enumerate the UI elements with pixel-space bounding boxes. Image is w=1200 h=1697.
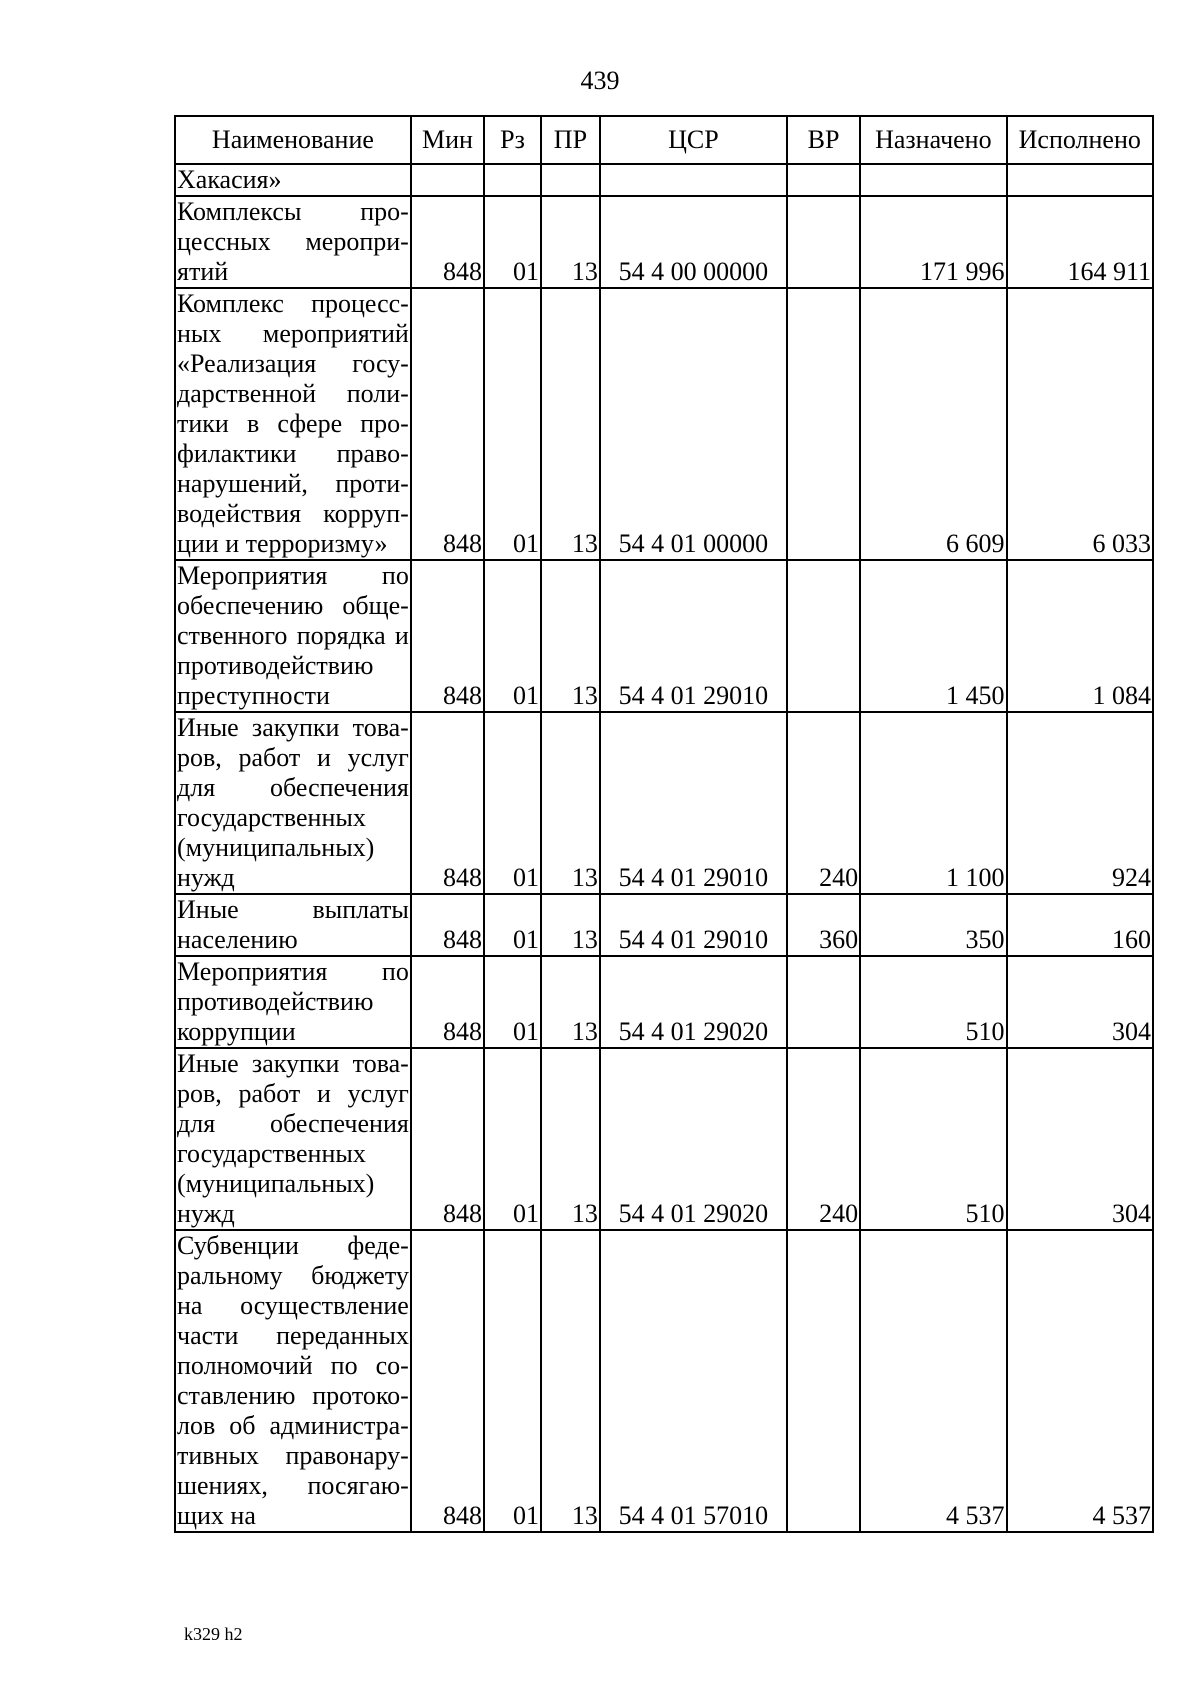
row-vr: 240: [787, 1048, 860, 1230]
row-min: 848: [411, 1230, 484, 1532]
row-executed: 304: [1007, 1048, 1153, 1230]
row-vr: [787, 560, 860, 712]
row-executed: 1 084: [1007, 560, 1153, 712]
row-executed: 924: [1007, 712, 1153, 894]
row-csr: 54 4 00 00000: [600, 196, 787, 288]
row-csr: 54 4 01 29020: [600, 1048, 787, 1230]
row-name: Субвенции федеральному бюджету на осуществление части переданных полномочий по составлению протоколов об административных правонарушениях, посягающих на: [177, 1231, 409, 1530]
table-row: [175, 712, 1153, 894]
row-min: 848: [411, 288, 484, 560]
row-pr: [541, 164, 600, 196]
row-pr: 13: [541, 894, 600, 956]
row-rz: 01: [484, 956, 541, 1048]
row-pr: 13: [541, 712, 600, 894]
row-min: 848: [411, 1048, 484, 1230]
row-pr: 13: [541, 1230, 600, 1532]
row-executed: 4 537: [1007, 1230, 1153, 1532]
row-min: 848: [411, 956, 484, 1048]
table-row: [175, 560, 1153, 712]
row-executed: 160: [1007, 894, 1153, 956]
table-row: [175, 164, 1153, 196]
row-csr: 54 4 01 29010: [600, 894, 787, 956]
row-rz: 01: [484, 894, 541, 956]
row-vr: [787, 956, 860, 1048]
row-min: 848: [411, 894, 484, 956]
header-assigned: Назначено: [860, 116, 1006, 164]
table-row: [175, 196, 1153, 288]
row-executed: 164 911: [1007, 196, 1153, 288]
row-rz: 01: [484, 1048, 541, 1230]
footer-code: k329 h2: [184, 1624, 243, 1644]
header-csr: ЦСР: [600, 116, 787, 164]
table-row: [175, 894, 1153, 956]
row-name: Мероприятия по обеспечению общественного порядка и противодействию преступности: [177, 561, 409, 710]
row-name: Комплекс процессных мероприятий «Реализация государственной политики в сфере профилактики правонарушений, противодействия коррупции и терроризму»: [177, 289, 409, 558]
row-csr: 54 4 01 57010: [600, 1230, 787, 1532]
row-name: Иные закупки товаров, работ и услуг для обеспечения государственных (муниципальных) нужд: [177, 713, 409, 892]
row-rz: 01: [484, 196, 541, 288]
row-csr: 54 4 01 29010: [600, 712, 787, 894]
row-vr: [787, 196, 860, 288]
row-pr: 13: [541, 560, 600, 712]
row-assigned: 1 100: [860, 712, 1006, 894]
header-rz: Рз: [484, 116, 541, 164]
row-assigned: 4 537: [860, 1230, 1006, 1532]
row-min: 848: [411, 560, 484, 712]
page-number: 439: [580, 66, 620, 95]
row-assigned: 6 609: [860, 288, 1006, 560]
row-assigned: 1 450: [860, 560, 1006, 712]
table-row: [175, 1048, 1153, 1230]
row-name: Иные выплаты населению: [177, 895, 409, 954]
header-executed: Исполнено: [1007, 116, 1153, 164]
row-csr: [600, 164, 787, 196]
row-assigned: [860, 164, 1006, 196]
row-min: 848: [411, 196, 484, 288]
row-rz: [484, 164, 541, 196]
row-name: Комплексы процессных мероприятий: [177, 197, 409, 286]
row-csr: 54 4 01 29010: [600, 560, 787, 712]
row-executed: 6 033: [1007, 288, 1153, 560]
row-assigned: 350: [860, 894, 1006, 956]
table-row: [175, 956, 1153, 1048]
row-pr: 13: [541, 288, 600, 560]
row-min: [411, 164, 484, 196]
header-vr: ВР: [787, 116, 860, 164]
table-header-row: [175, 116, 1153, 164]
row-name: Хакасия»: [175, 164, 411, 196]
row-name: Иные закупки товаров, работ и услуг для обеспечения государственных (муниципальных) нужд: [177, 1049, 409, 1228]
row-assigned: 510: [860, 1048, 1006, 1230]
header-pr: ПР: [541, 116, 600, 164]
row-assigned: 510: [860, 956, 1006, 1048]
row-name: Мероприятия по противодействию коррупции: [177, 957, 409, 1046]
header-name: Наименование: [175, 116, 411, 164]
row-rz: 01: [484, 560, 541, 712]
row-rz: 01: [484, 288, 541, 560]
row-pr: 13: [541, 196, 600, 288]
row-pr: 13: [541, 956, 600, 1048]
table-row: [175, 288, 1153, 560]
table-row: [175, 1230, 1153, 1532]
row-assigned: 171 996: [860, 196, 1006, 288]
row-min: 848: [411, 712, 484, 894]
row-vr: 240: [787, 712, 860, 894]
row-vr: 360: [787, 894, 860, 956]
row-executed: [1007, 164, 1153, 196]
row-executed: 304: [1007, 956, 1153, 1048]
row-rz: 01: [484, 712, 541, 894]
row-pr: 13: [541, 1048, 600, 1230]
row-vr: [787, 288, 860, 560]
row-vr: [787, 1230, 860, 1532]
row-rz: 01: [484, 1230, 541, 1532]
budget-table: [174, 115, 1154, 1533]
row-vr: [787, 164, 860, 196]
row-csr: 54 4 01 00000: [600, 288, 787, 560]
row-csr: 54 4 01 29020: [600, 956, 787, 1048]
header-min: Мин: [411, 116, 484, 164]
